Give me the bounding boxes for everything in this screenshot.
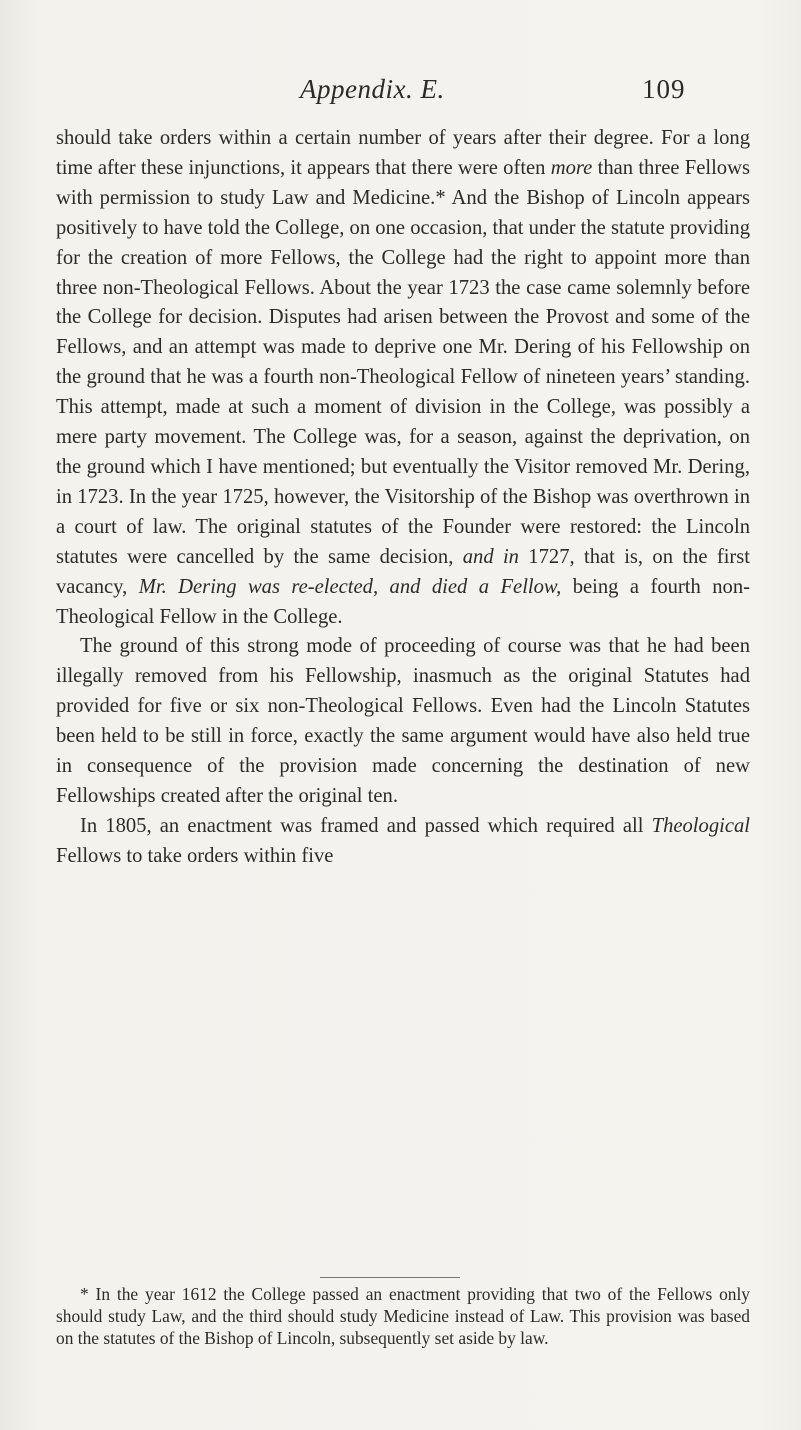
paragraph-3-text-a: In 1805, an enactment was framed and passed which required all — [80, 814, 652, 837]
emphasis-dering-reelected: Mr. Dering was re-elected, and died a Fellow, — [138, 575, 562, 598]
body-text — [56, 124, 750, 872]
emphasis-theological: Theological — [651, 814, 750, 837]
footnote-divider — [320, 1277, 460, 1278]
paragraph-1 — [56, 124, 750, 632]
paragraph-2: The ground of this strong mode of proceeding of course was that he had been illegally removed from his Fellowship, inasmuch as the original Statutes had provided for five or six non-Theological Fellows. Even had the Lincoln Statutes been held to be still in force, exactly the same argument would have also held true in consequence of the provision made concerning the destination of new Fellowships created after the original ten. — [56, 635, 750, 807]
emphasis-more: more — [550, 156, 593, 179]
page-header — [0, 74, 801, 114]
running-head: Appendix. E. — [300, 74, 445, 104]
page-number: 109 — [642, 74, 686, 104]
emphasis-and-in: and in — [462, 545, 519, 568]
paragraph-1-text-c: 1727, that is, on the first vacancy, — [56, 545, 751, 598]
paragraph-1-text-d: being a fourth non-Theological Fellow in the College. — [56, 575, 750, 628]
paragraph-1-text-b: than three Fellows with permission to study Law and Medicine.* And the Bishop of Lincoln appears positively to have told the College, on one occasion, that under the statute providing for the creation of more Fellows, the College had the right to appoint more than three non-Theological Fellows. About the year 1723 the case came solemnly before the College for decision. Disputes had arisen between the Provost and some of the Fellows, and an attempt was made to deprive one Mr. Dering of his Fellowship on the ground that he was a fourth non-Theological Fellow of nineteen years’ standing. This attempt, made at such a moment of division in the College, was possibly a mere party movement. The College was, for a season, against the deprivation, on the ground which I have mentioned; but eventually the Visitor removed Mr. Dering, in 1723. In the year 1725, however, the Visitorship of the Bishop was overthrown in a court of law. The original statutes of the Founder were restored: the Lincoln statutes were cancelled by the same decision, — [56, 156, 750, 568]
paragraph-3 — [56, 812, 750, 872]
footnote: * In the year 1612 the College passed an enactment providing that two of the Fellows only should study Law, and the third should study Medicine instead of Law. This provision was based on the statutes of the Bishop of Lincoln, subsequently set aside by law. — [56, 1284, 750, 1348]
paragraph-3-text-b: Fellows to take orders within five — [56, 844, 334, 867]
paragraph-1-text-a: should take orders within a certain number of years after their degree. For a long time after these injunctions, it appears that there were often — [56, 127, 750, 179]
